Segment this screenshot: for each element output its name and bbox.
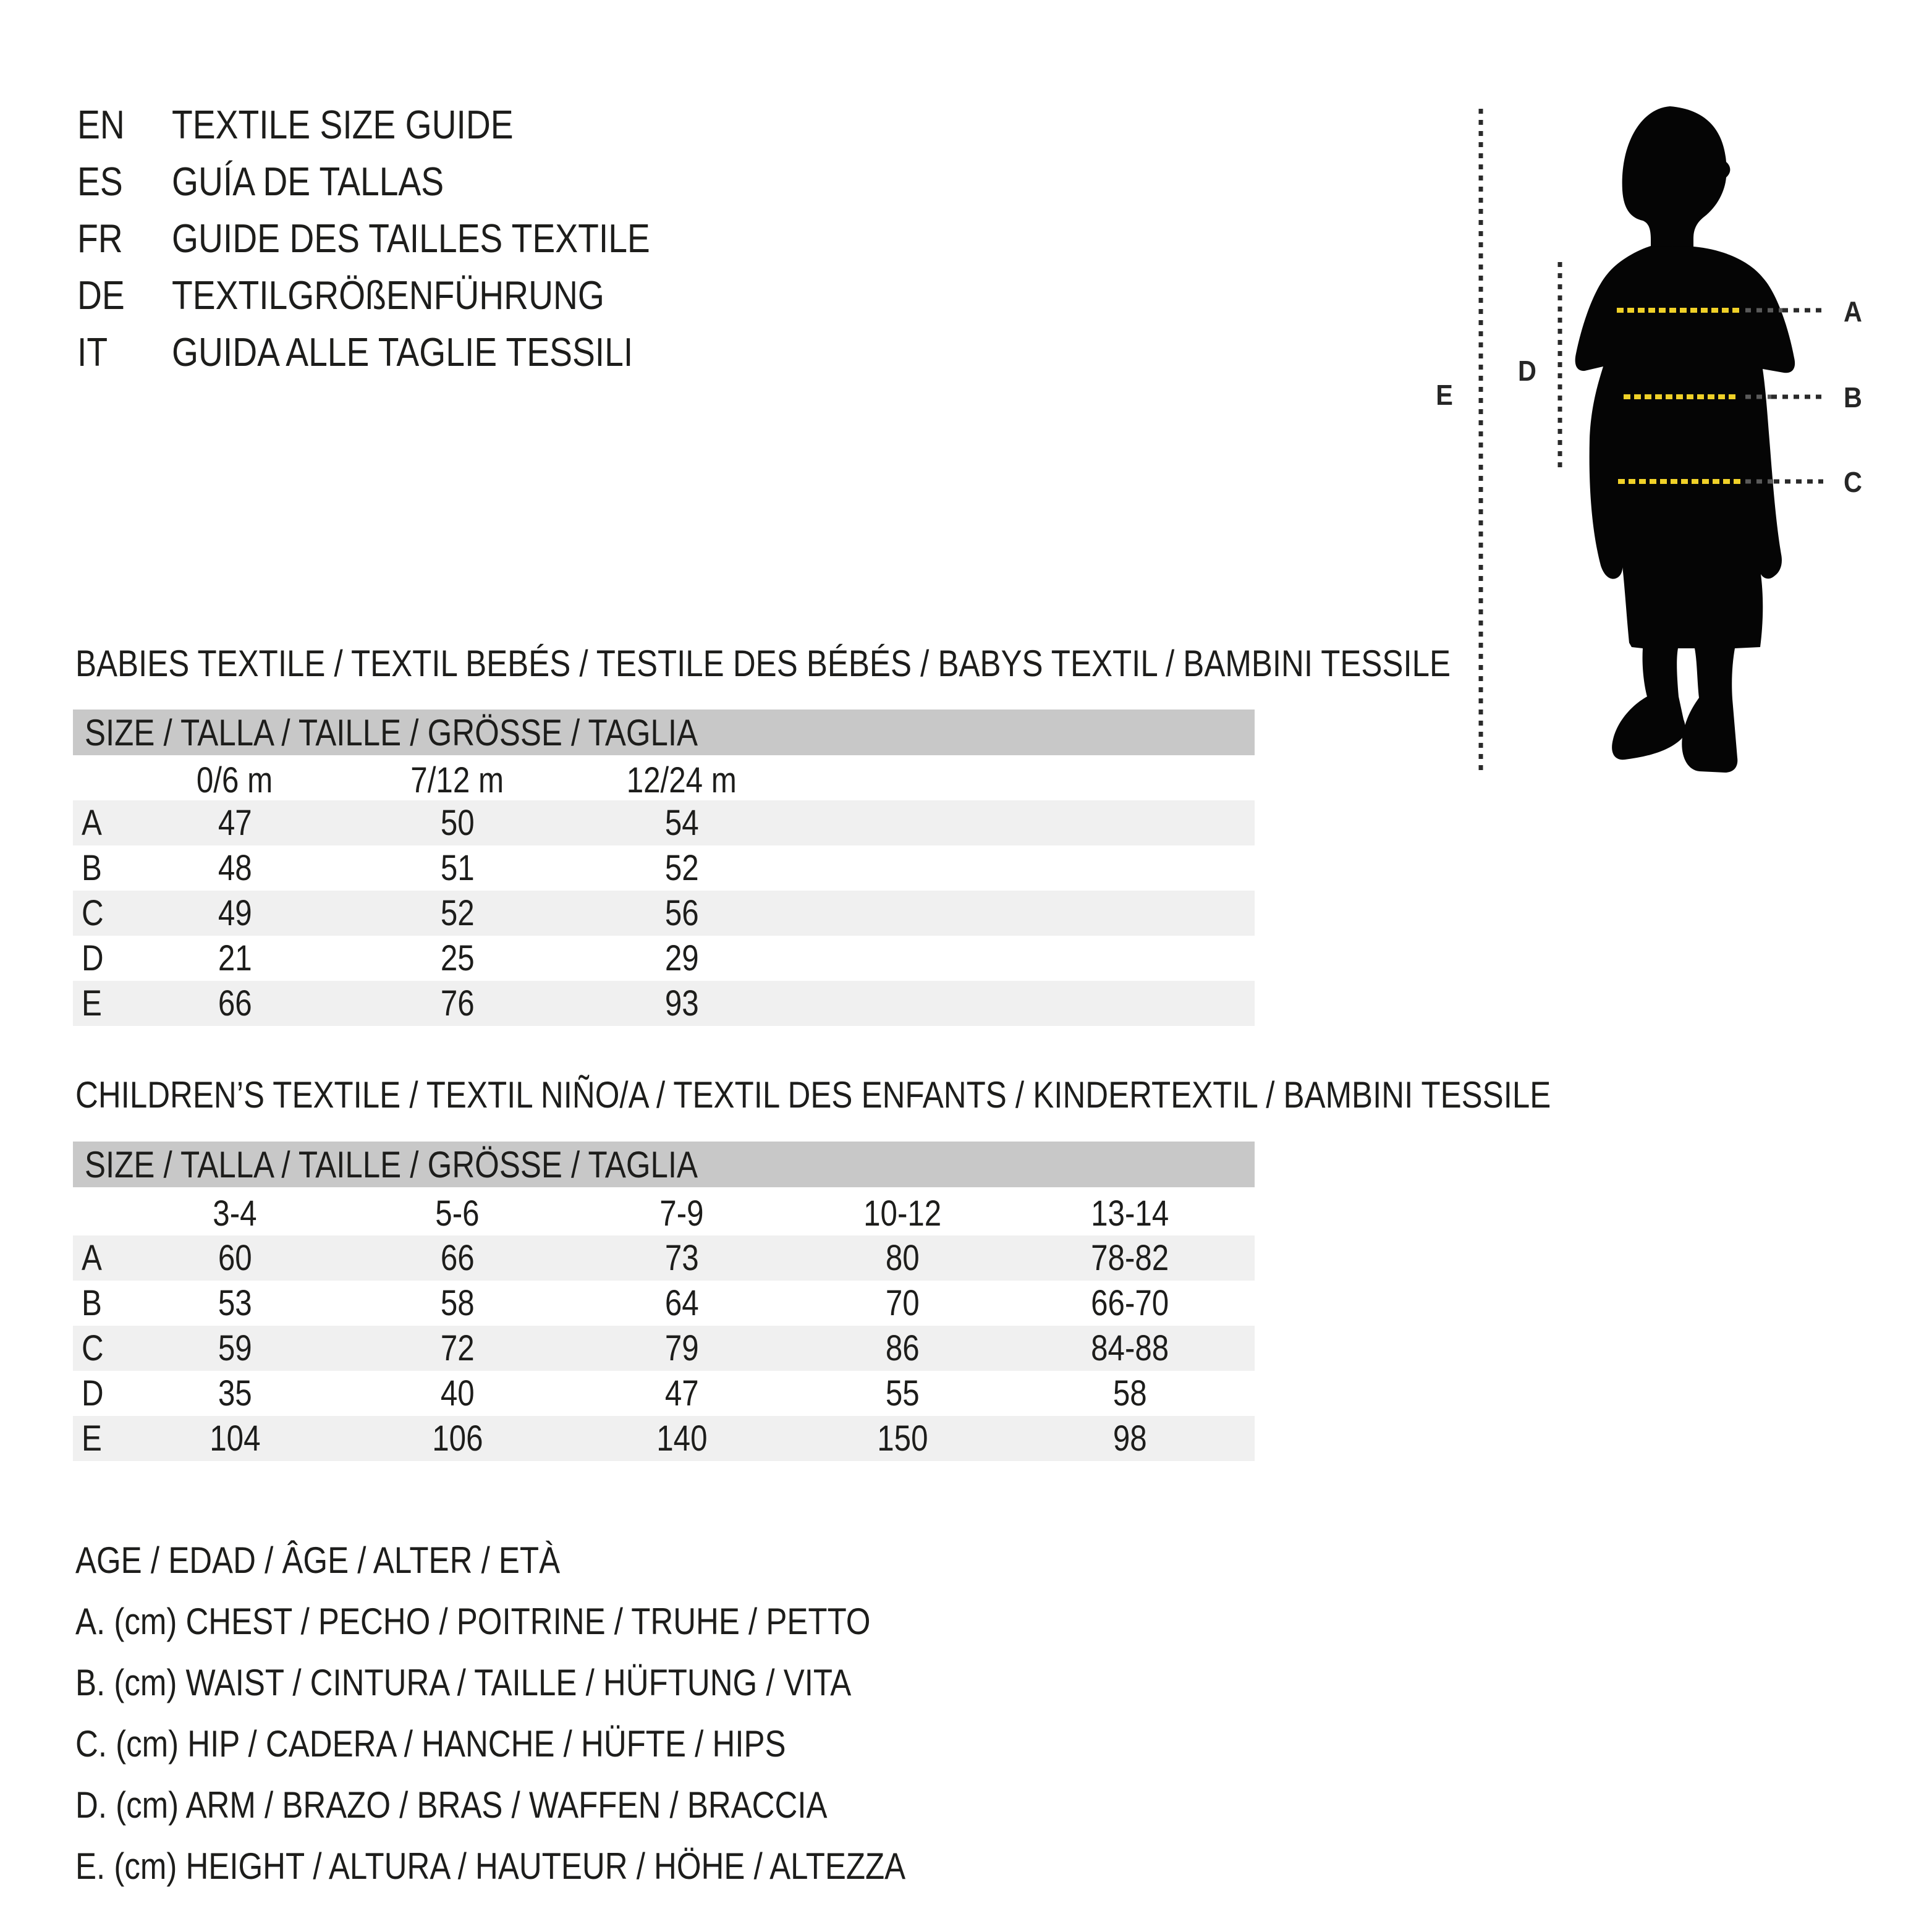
table-cell: 47 [664, 1373, 699, 1413]
row-label: A [82, 1238, 102, 1278]
table-cell: 35 [218, 1373, 252, 1413]
legend-line-arm: D. (cm) ARM / BRAZO / BRAS / WAFFEN / BRACCIA [75, 1784, 828, 1826]
table-row [73, 981, 1255, 1026]
lang-code: IT [77, 329, 108, 375]
children-size-header-bar: SIZE / TALLA / TAILLE / GRÖSSE / TAGLIA [73, 1142, 1255, 1187]
table-row [73, 1416, 1255, 1461]
lang-row-de [77, 266, 680, 323]
row-label: B [82, 1283, 102, 1323]
table-cell: 55 [885, 1373, 920, 1413]
column-header: 7-9 [659, 1193, 704, 1234]
table-cell: 47 [218, 803, 252, 843]
legend-line-waist: B. (cm) WAIST / CINTURA / TAILLE / HÜFTUNG / VITA [75, 1661, 852, 1703]
table-cell: 76 [440, 983, 475, 1023]
column-header: 3-4 [213, 1193, 257, 1234]
table-cell: 52 [440, 893, 475, 933]
row-label: A [82, 803, 102, 843]
table-cell: 93 [664, 983, 699, 1023]
table-row [73, 1326, 1255, 1371]
lang-title: TEXTILE SIZE GUIDE [172, 101, 514, 147]
lang-code: ES [77, 158, 123, 204]
table-row [73, 1281, 1255, 1326]
lang-code: FR [77, 215, 123, 261]
child-silhouette-head [1622, 106, 1731, 260]
table-cell: 84-88 [1090, 1328, 1169, 1368]
lang-row-it [77, 323, 714, 380]
table-cell: 150 [876, 1418, 928, 1459]
table-cell: 60 [218, 1238, 252, 1278]
row-label: C [82, 1328, 104, 1368]
table-cell: 53 [218, 1283, 252, 1323]
table-cell: 48 [218, 848, 252, 888]
table-row [73, 845, 1255, 891]
table-row [73, 1235, 1255, 1281]
table-cell: 52 [664, 848, 699, 888]
table-cell: 49 [218, 893, 252, 933]
row-label: E [82, 983, 102, 1023]
figure-label-c: C [1844, 466, 1862, 498]
legend-line-hip: C. (cm) HIP / CADERA / HANCHE / HÜFTE / HIPS [75, 1722, 786, 1765]
table-cell: 58 [1112, 1373, 1147, 1413]
table-cell: 98 [1112, 1418, 1147, 1459]
table-cell: 86 [885, 1328, 920, 1368]
lang-row-en [77, 96, 574, 153]
lang-title: GUÍA DE TALLAS [172, 158, 444, 204]
table-cell: 50 [440, 803, 475, 843]
table-cell: 140 [656, 1418, 708, 1459]
lang-title: GUIDE DES TAILLES TEXTILE [172, 215, 650, 261]
table-cell: 70 [885, 1283, 920, 1323]
figure-label-d: D [1518, 355, 1536, 387]
row-label: B [82, 848, 102, 888]
babies-column-headers [73, 760, 1255, 800]
figure-label-e: E [1436, 379, 1453, 411]
children-column-headers [73, 1193, 1255, 1234]
column-header: 5-6 [435, 1193, 480, 1234]
lang-code: DE [77, 272, 125, 318]
table-cell: 80 [885, 1238, 920, 1278]
lang-title: TEXTILGRÖßENFÜHRUNG [172, 272, 604, 318]
table-cell: 56 [664, 893, 699, 933]
table-row [73, 936, 1255, 981]
babies-size-header-bar: SIZE / TALLA / TAILLE / GRÖSSE / TAGLIA [73, 710, 1255, 755]
column-header: 7/12 m [410, 760, 504, 800]
table-cell: 66-70 [1090, 1283, 1169, 1323]
legend-line-height: E. (cm) HEIGHT / ALTURA / HAUTEUR / HÖHE / ALTEZZA [75, 1845, 906, 1887]
babies-section-title: BABIES TEXTILE / TEXTIL BEBÉS / TESTILE DES BÉBÉS / BABYS TEXTIL / BAMBINI TESSILE [75, 642, 1451, 684]
table-cell: 21 [218, 938, 252, 978]
row-label: D [82, 938, 104, 978]
table-cell: 29 [664, 938, 699, 978]
lang-row-fr [77, 210, 734, 266]
table-cell: 64 [664, 1283, 699, 1323]
table-cell: 58 [440, 1283, 475, 1323]
legend-line-age: AGE / EDAD / ÂGE / ALTER / ETÀ [75, 1539, 561, 1581]
table-cell: 79 [664, 1328, 699, 1368]
child-silhouette-body [1575, 246, 1795, 773]
column-header: 0/6 m [197, 760, 273, 800]
table-row [73, 891, 1255, 936]
table-cell: 106 [431, 1418, 483, 1459]
table-cell: 78-82 [1090, 1238, 1169, 1278]
table-cell: 54 [664, 803, 699, 843]
table-cell: 40 [440, 1373, 475, 1413]
column-header: 13-14 [1090, 1193, 1169, 1234]
row-label: E [82, 1418, 102, 1459]
figure-label-a: A [1844, 295, 1862, 328]
table-cell: 51 [440, 848, 475, 888]
figure-label-b: B [1844, 381, 1862, 413]
table-row [73, 800, 1255, 845]
table-cell: 72 [440, 1328, 475, 1368]
children-section-title: CHILDREN’S TEXTILE / TEXTIL NIÑO/A / TEXTIL DES ENFANTS / KINDERTEXTIL / BAMBINI TESSILE [75, 1074, 1551, 1116]
lang-code: EN [77, 101, 125, 147]
table-cell: 59 [218, 1328, 252, 1368]
lang-title: GUIDA ALLE TAGLIE TESSILI [172, 329, 633, 375]
table-cell: 25 [440, 938, 475, 978]
row-label: C [82, 893, 104, 933]
lang-row-es [77, 153, 492, 210]
column-header: 10-12 [863, 1193, 942, 1234]
table-row [73, 1371, 1255, 1416]
row-label: D [82, 1373, 104, 1413]
table-cell: 66 [440, 1238, 475, 1278]
column-header: 12/24 m [626, 760, 737, 800]
table-cell: 66 [218, 983, 252, 1023]
table-cell: 73 [664, 1238, 699, 1278]
legend-line-chest: A. (cm) CHEST / PECHO / POITRINE / TRUHE / PETTO [75, 1600, 871, 1642]
table-cell: 104 [209, 1418, 261, 1459]
